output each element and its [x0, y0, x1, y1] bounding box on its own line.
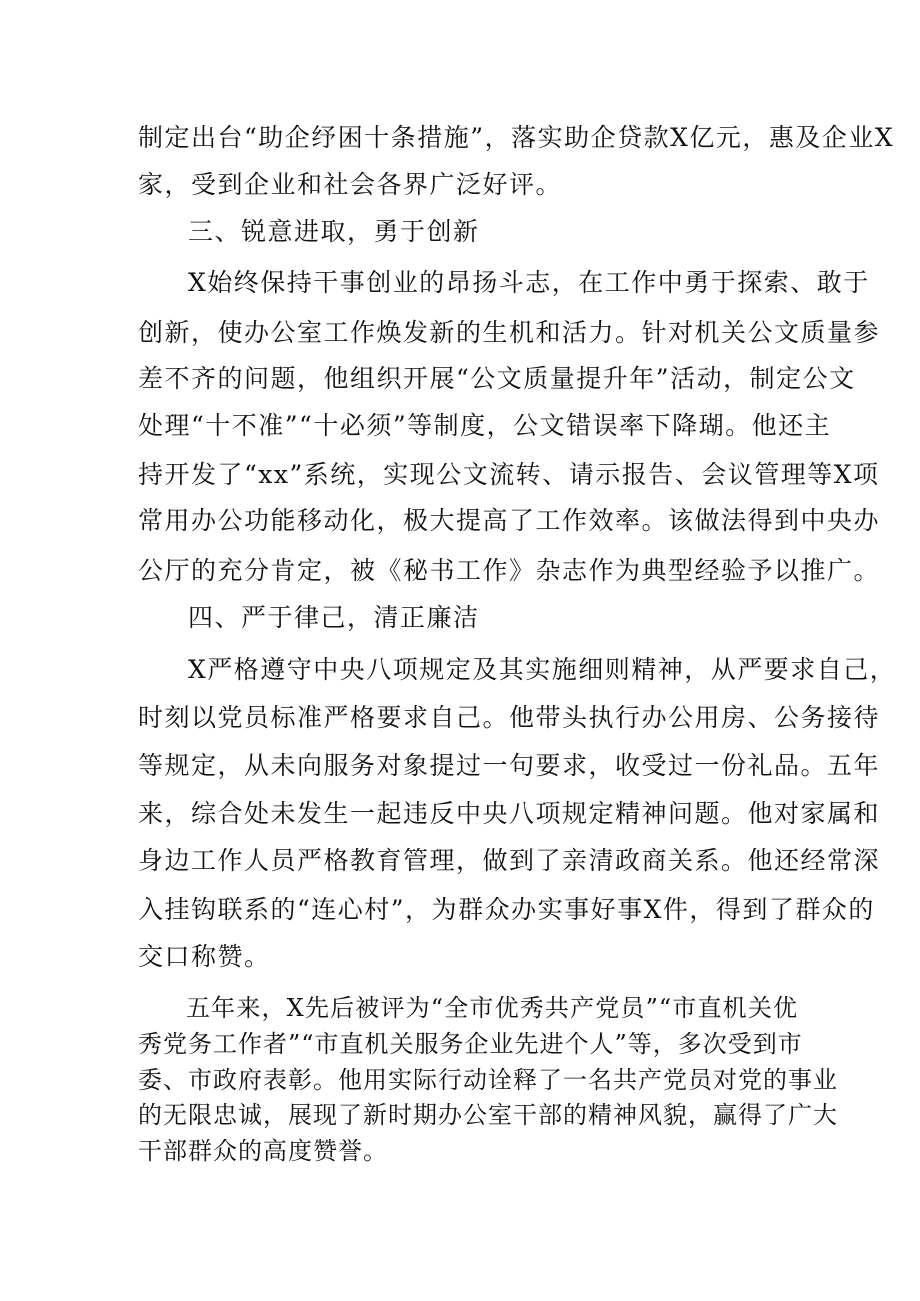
text-line: 公厅的充分肯定，被《秘书工作》杂志作为典型经验予以推广。 — [138, 556, 881, 585]
text-line: 创新，使办公室工作焕发新的生机和活力。针对机关公文质量参 — [138, 318, 881, 347]
text-line: 常用办公功能移动化，极大提高了工作效率。该做法得到中央办 — [138, 506, 881, 535]
text-line: 处理“十不准”“十必须”等制度，公文错误率下降瑚。他还主 — [138, 411, 832, 440]
text-line: X始终保持干事创业的昂扬斗志，在工作中勇于探索、敢于 — [188, 268, 870, 297]
text-line: 的无限忠诚，展现了新时期办公室干部的精神风貌，赢得了广大 — [138, 1101, 838, 1129]
text-line: 五年来，X先后被评为“全市优秀共产党员”“市直机关优 — [186, 994, 798, 1022]
text-line: 委、市政府表彰。他用实际行动诠释了一名共产党员对党的事业 — [138, 1066, 838, 1094]
text-line: 来，综合处未发生一起违反中央八项规定精神问题。他对家属和 — [138, 799, 881, 828]
text-line: X严格遵守中央八项规定及其实施细则精神，从严要求自己， — [188, 655, 897, 684]
text-line: 干部群众的高度赞誉。 — [138, 1137, 388, 1165]
text-line: 交口称赞。 — [138, 942, 271, 971]
section-heading: 三、锐意进取，勇于创新 — [188, 217, 480, 246]
text-line: 等规定，从未向服务对象提过一句要求，收受过一份礼品。五年 — [138, 751, 881, 780]
text-line: 差不齐的问题，他组织开展“公文质量提升年”活动，制定公文 — [138, 364, 856, 393]
text-line: 制定出台“助企纾困十条措施”，落实助企贷款X亿元，惠及企业X — [138, 123, 895, 152]
text-line: 身边工作人员严格教育管理，做到了亲清政商关系。他还经常深 — [138, 846, 881, 875]
text-line: 秀党务工作者”“市直机关服务企业先进个人”等，多次受到市 — [138, 1030, 803, 1058]
text-line: 持开发了“xx”系统，实现公文流转、请示报告、会议管理等X项 — [138, 460, 880, 489]
text-line: 时刻以党员标准严格要求自己。他带头执行办公用房、公务接待 — [138, 703, 881, 732]
section-heading: 四、严于律己，清正廉洁 — [188, 603, 480, 632]
text-line: 入挂钩联系的“连心村”，为群众办实事好事X件，得到了群众的 — [138, 895, 875, 924]
text-line: 家，受到企业和社会各界广泛好评。 — [138, 170, 563, 199]
